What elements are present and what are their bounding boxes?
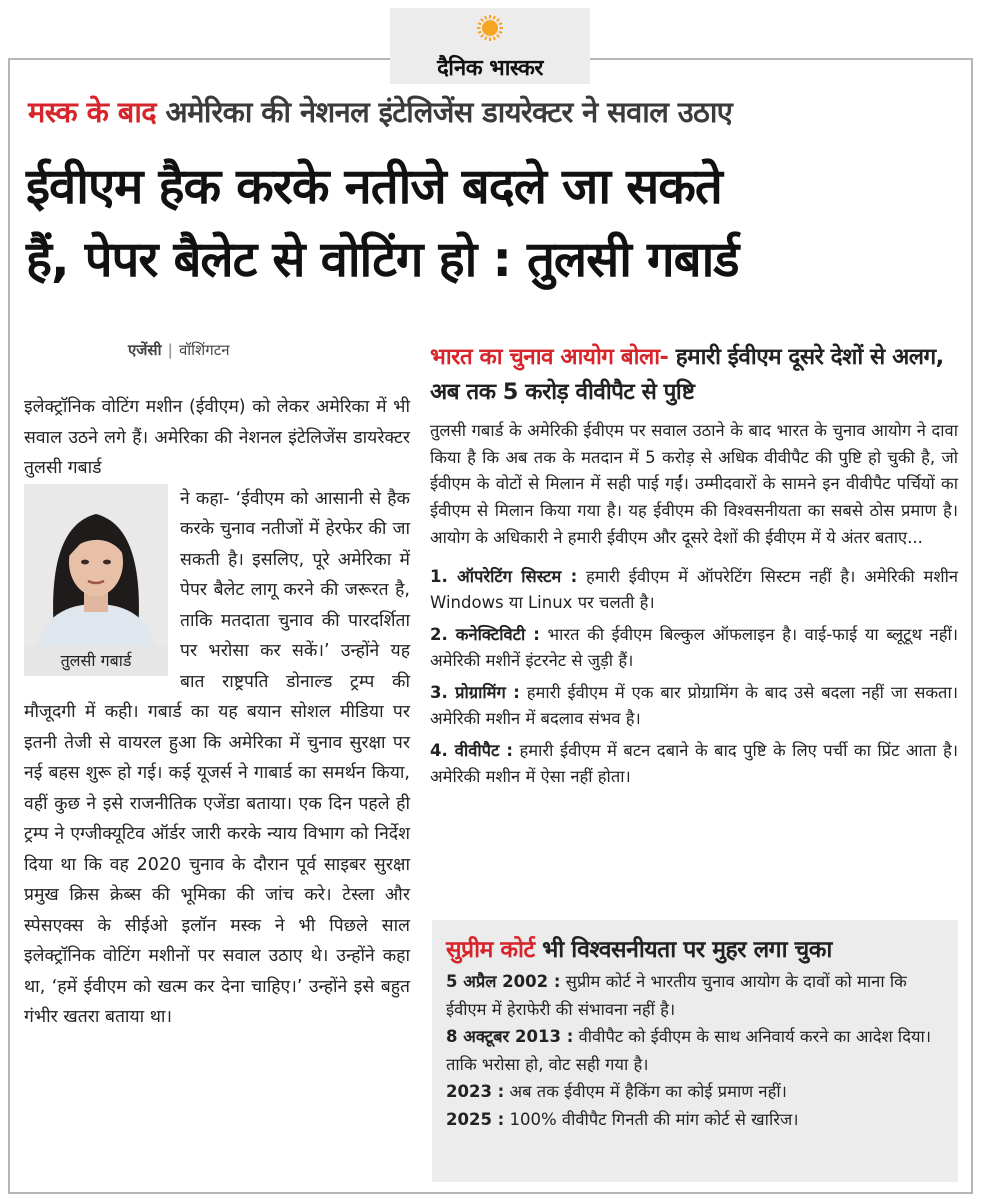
point-label: 4. वीवीपैट : bbox=[430, 740, 513, 760]
byline-separator: | bbox=[167, 341, 173, 359]
supreme-court-box bbox=[432, 920, 958, 1182]
sun-ray bbox=[497, 19, 499, 21]
sun-ray bbox=[481, 19, 483, 21]
kicker bbox=[28, 92, 958, 131]
item-date: 8 अक्टूबर 2013 : bbox=[446, 1027, 574, 1046]
list-item bbox=[430, 680, 958, 733]
list-item bbox=[446, 968, 944, 1023]
byline-agency: एजेंसी bbox=[128, 341, 162, 359]
list-item bbox=[430, 622, 958, 675]
left-column bbox=[24, 392, 410, 1033]
headline bbox=[26, 150, 961, 296]
point-label: 2. कनेक्टिविटी : bbox=[430, 624, 540, 644]
right-body-text: तुलसी गबार्ड के अमेरिकी ईवीएम पर सवाल उठाने के बाद भारत के चुनाव आयोग ने दावा किया है कि अब तक के मतदान में 5 करोड़ से अधिक वीवीपैट की पुष्टि हो चुकी है, जो ईवीएम के वोटों से मिलान में सही पाई गईं। उम्मीदवारों के सामने इन वीवीपैट पर्चियों का ईवीएम से मिलान किया गया है। यह ईवीएम की विश्वसनीयता का सबसे ठोस प्रमाण है। आयोग के अधिकारी ने हमारी ईवीएम और दूसरे देशों की ईवीएम में ये अंतर बताए... bbox=[430, 421, 958, 547]
item-text: सुप्रीम कोर्ट ने भारतीय चुनाव आयोग के दावों को माना कि ईवीएम में हेराफेरी की संभावना नहीं है। bbox=[446, 972, 907, 1019]
point-label: 3. प्रोग्रामिंग : bbox=[430, 682, 520, 702]
sun-ray bbox=[494, 16, 495, 19]
left-body-text: ने कहा- ‘ईवीएम को आसानी से हैक करके चुनाव नतीजों में हेरफेर की जा सकती है। इसलिए, पूरे अमेरिका में पेपर बैलेट लागू करने की जरूरत है, ताकि मतदाता चुनाव की पारदर्शिता पर भरोसा कर सकें।’ उन्होंने यह बात राष्ट्रपति डोनाल्ड ट्रम्प की मौजूदगी में कही। गबार्ड का यह बयान सोशल मीडिया पर इतनी तेजी से वायरल हुआ कि अमेरिका में चुनाव सुरक्षा पर नई बहस शुरू हो गई। कई यूजर्स ने गाबार्ड का समर्थन किया, वहीं कुछ ने इसे राजनीतिक एजेंडा बताया। एक दिन पहले ही ट्रम्प ने एग्जीक्यूटिव ऑर्डर जारी करके न्याय विभाग को निर्देश दिया था कि वह 2020 चुनाव के दौरान पूर्व साइबर सुरक्षा प्रमुख क्रिस क्रेब्स की भूमिका की जांच करे। टेस्ला और स्पेसएक्स के सीईओ इलॉन मस्क ने भी पिछले साल इलेक्ट्रॉनिक वोटिंग मशीनों पर सवाल उठाए थे। उन्होंने कहा था, ‘हमें ईवीएम को खत्म कर देना चाहिए।’ उन्होंने इसे बहुत गंभीर खतरा बताया था। bbox=[24, 488, 410, 1027]
item-date: 5 अप्रैल 2002 : bbox=[446, 972, 561, 991]
right-column bbox=[430, 340, 958, 796]
supreme-court-highlight: सुप्रीम कोर्ट bbox=[446, 937, 535, 963]
list-item bbox=[430, 564, 958, 617]
sun-ray bbox=[497, 35, 499, 37]
point-text: हमारी ईवीएम में बटन दबाने के बाद पुष्टि के लिए पर्ची का प्रिंट आता है। अमेरिकी मशीन में ऐसा नहीं होता। bbox=[430, 740, 958, 787]
sun-ray bbox=[485, 37, 486, 40]
byline-place: वॉशिंगटन bbox=[178, 341, 230, 359]
differences-list bbox=[430, 564, 958, 791]
portrait-image bbox=[24, 484, 168, 646]
sun-ray bbox=[478, 32, 481, 33]
sun-ray bbox=[478, 23, 481, 24]
item-date: 2025 : bbox=[446, 1109, 505, 1129]
supreme-court-heading-text: भी विश्वसनीयता पर मुहर लगा चुका bbox=[542, 937, 832, 963]
sub-headline-highlight: भारत का चुनाव आयोग बोला- bbox=[430, 344, 669, 370]
masthead bbox=[390, 8, 590, 84]
kicker-text: अमेरिका की नेशनल इंटेलिजेंस डायरेक्टर ने सवाल उठाए bbox=[165, 95, 733, 129]
headline-line-1: ईवीएम हैक करके नतीजे बदले जा सकते bbox=[26, 158, 722, 215]
left-intro: इलेक्ट्रॉनिक वोटिंग मशीन (ईवीएम) को लेकर अमेरिका में भी सवाल उठने लगे हैं। अमेरिका की नेशनल इंटेलिजेंस डायरेक्टर तुलसी गबार्ड bbox=[24, 397, 410, 478]
item-text: 100% वीवीपैट गिनती की मांग कोर्ट से खारिज। bbox=[509, 1109, 799, 1129]
sub-headline-text: हमारी ईवीएम दूसरे देशों से अलग, अब तक 5 करोड़ वीवीपैट से पुष्टि bbox=[430, 344, 944, 405]
point-text: हमारी ईवीएम में एक बार प्रोग्रामिंग के बाद उसे बदला नहीं जा सकता। अमेरिकी मशीन में बदलाव संभव है। bbox=[430, 682, 958, 729]
sun-ray bbox=[485, 16, 486, 19]
supreme-court-heading bbox=[446, 932, 944, 968]
sub-headline bbox=[430, 340, 958, 410]
sun-ray bbox=[499, 32, 502, 33]
item-text: अब तक ईवीएम में हैकिंग का कोई प्रमाण नहीं। bbox=[509, 1082, 787, 1101]
list-item bbox=[446, 1078, 944, 1106]
photo-caption: तुलसी गबार्ड bbox=[24, 646, 168, 676]
item-date: 2023 : bbox=[446, 1082, 505, 1101]
list-item bbox=[446, 1106, 944, 1134]
point-text: हमारी ईवीएम में ऑपरेटिंग सिस्टम नहीं है। अमेरिकी मशीन Windows या Linux पर चलती है। bbox=[430, 566, 958, 613]
photo bbox=[24, 484, 168, 676]
sun-ray bbox=[499, 23, 502, 24]
list-item bbox=[446, 1023, 944, 1078]
kicker-highlight: मस्क के बाद bbox=[28, 95, 157, 129]
item-text: वीवीपैट को ईवीएम के साथ अनिवार्य करने का आदेश दिया। ताकि भरोसा हो, वोट सही गया है। bbox=[446, 1027, 932, 1074]
point-text: भारत की ईवीएम बिल्कुल ऑफलाइन है। वाई-फाई या ब्लूटूथ नहीं। अमेरिकी मशीनें इंटरनेट से जुड़ी हैं। bbox=[430, 624, 958, 671]
sun-ray bbox=[494, 37, 495, 40]
sun-ray bbox=[481, 35, 483, 37]
point-label: 1. ऑपरेटिंग सिस्टम : bbox=[430, 566, 578, 586]
newspaper-brand: दैनिक भास्कर bbox=[437, 56, 543, 81]
byline bbox=[128, 340, 230, 360]
sun-logo-icon bbox=[476, 14, 504, 42]
list-item bbox=[430, 738, 958, 791]
headline-line-2: हैं, पेपर बैलेट से वोटिंग हो : तुलसी गबार्ड bbox=[26, 231, 739, 288]
